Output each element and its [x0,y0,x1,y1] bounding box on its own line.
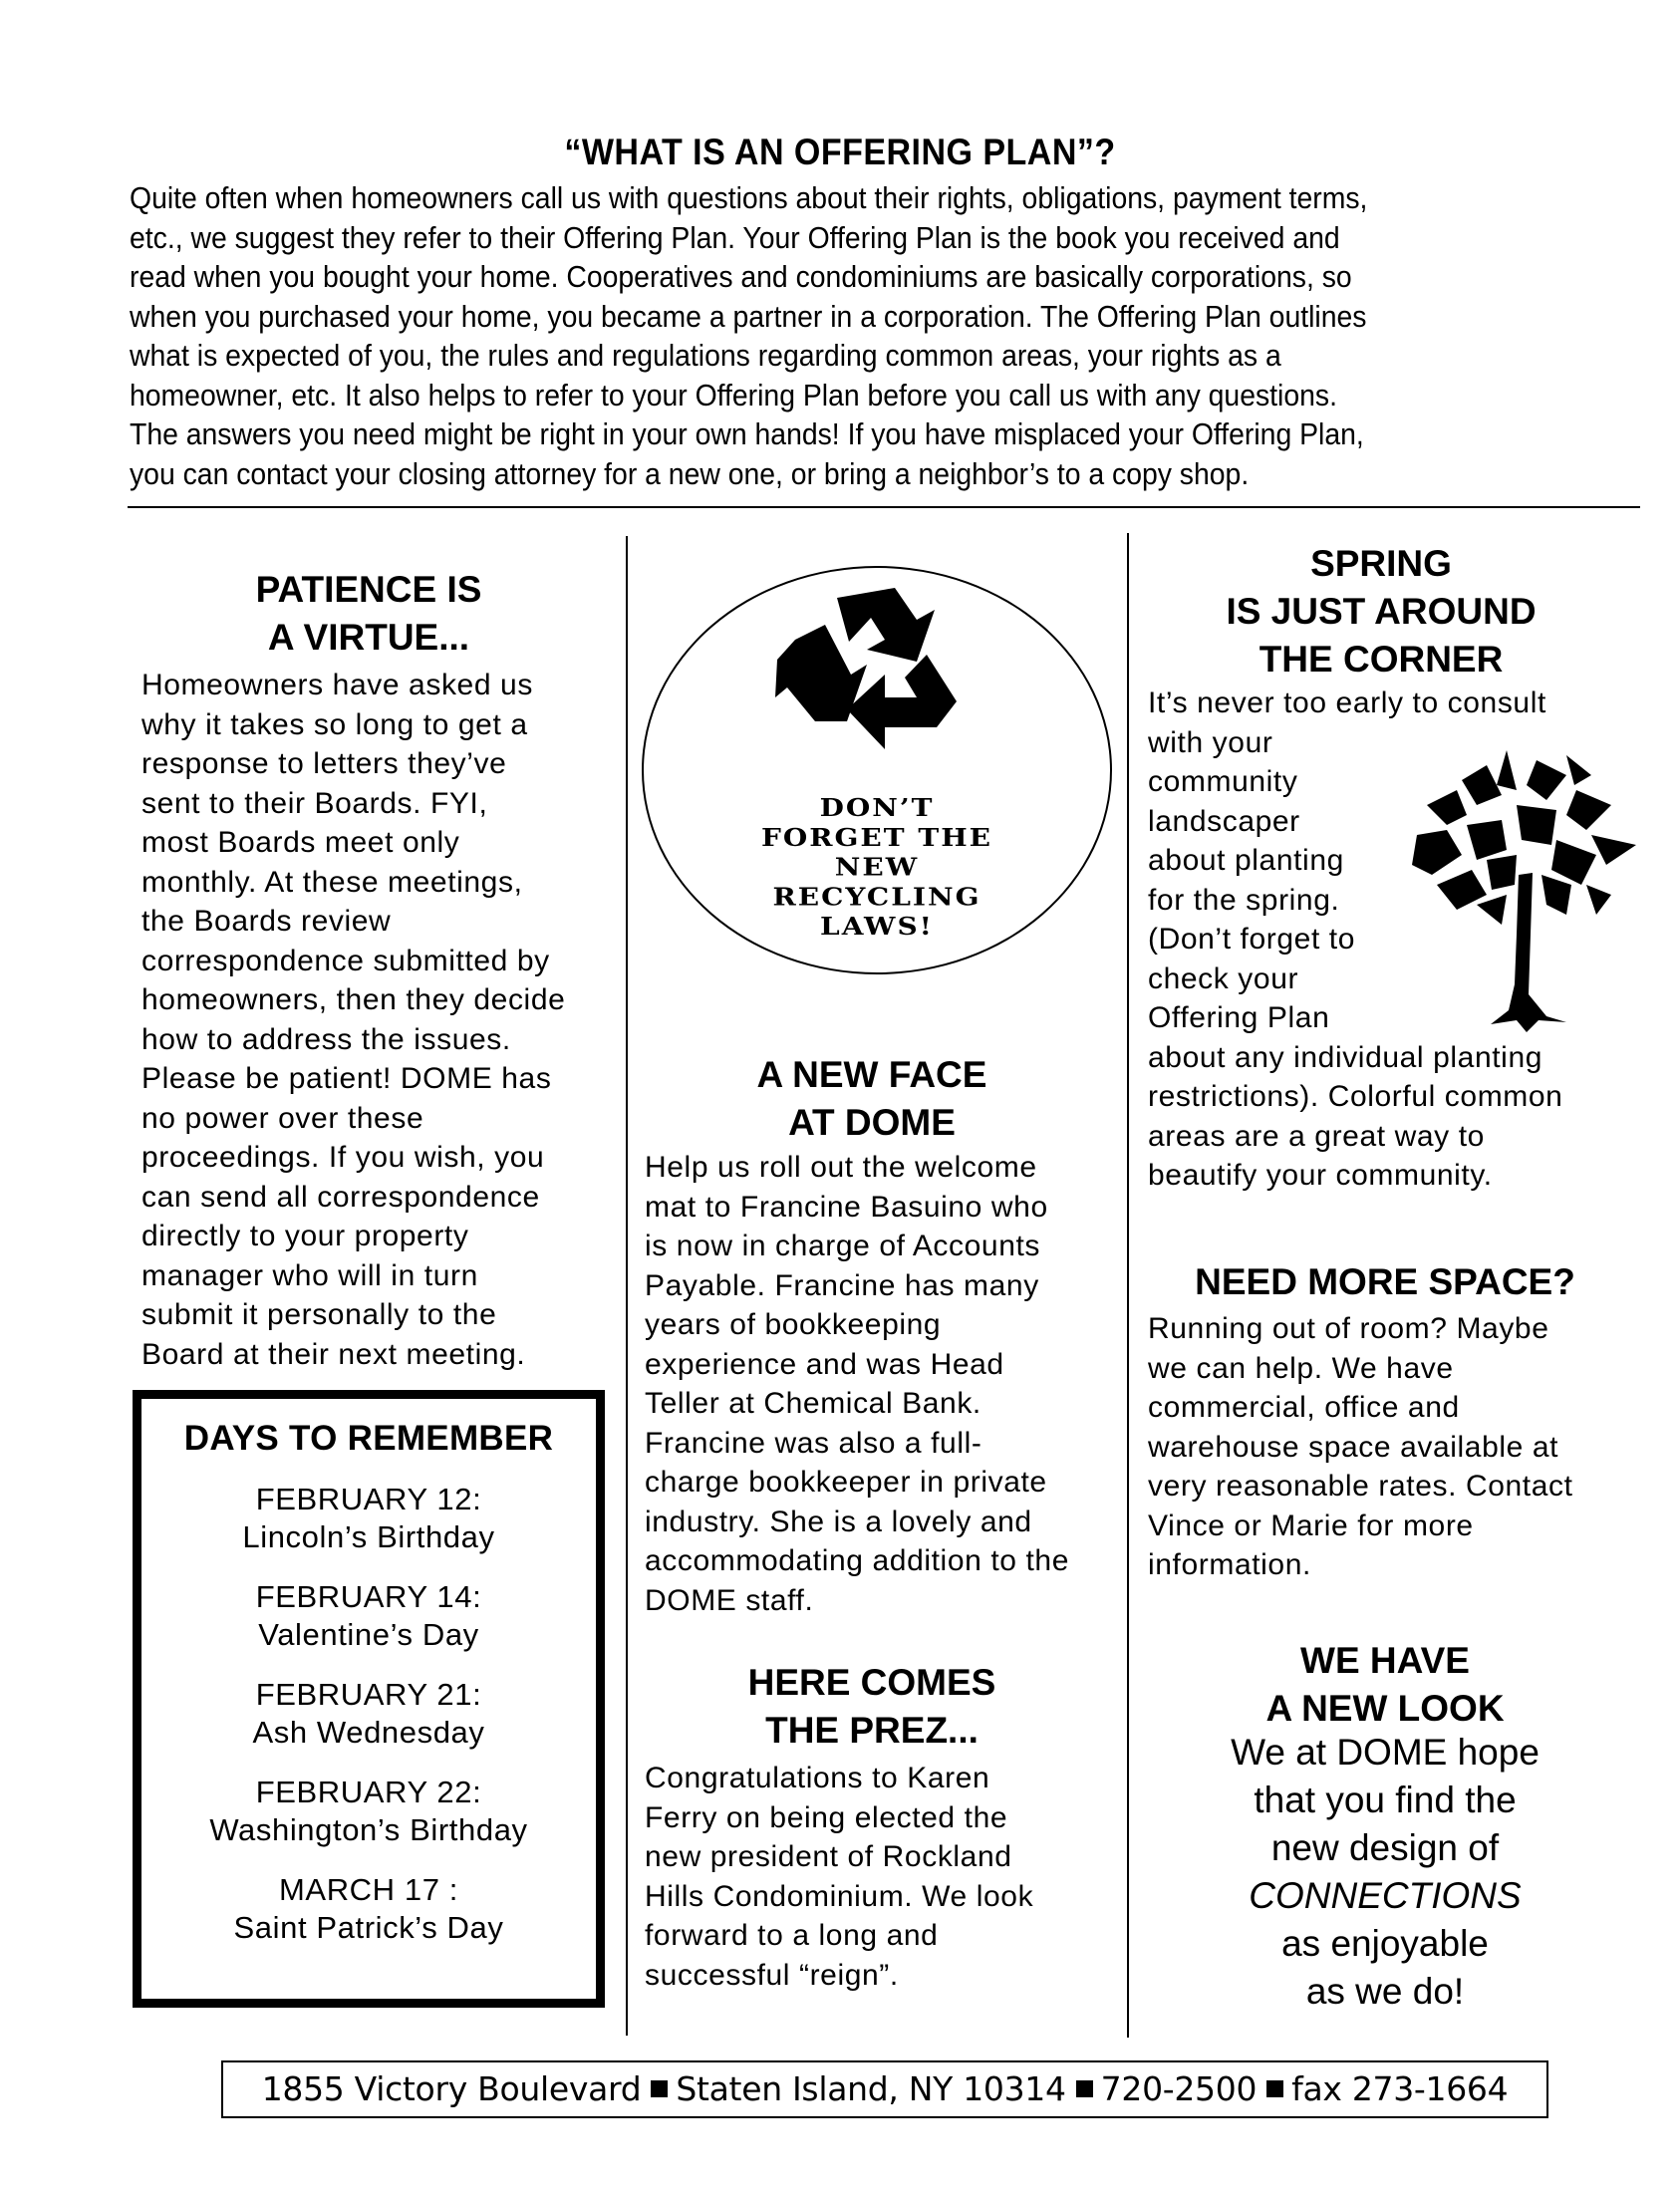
text-line: forward to a long and [645,1919,939,1952]
prez-body [645,1759,1033,1995]
day-item [141,1481,596,1556]
text-line: Francine was also a full- [645,1426,982,1460]
text-line: about any individual planting [1148,1040,1543,1074]
text-line: with your [1148,725,1273,759]
heading-line: HERE COMES [747,1662,996,1703]
patience-heading [140,566,598,662]
text-line: We at DOME hope [1231,1732,1540,1773]
text-line: Ferry on being elected the [645,1800,1008,1834]
prez-heading [638,1659,1106,1755]
address-footer [221,2060,1548,2118]
text-line: Payable. Francine has many [645,1268,1039,1302]
text-line: Running out of room? Maybe [1148,1312,1549,1345]
text-line: correspondence submitted by [141,944,550,977]
days-to-remember-title: DAYS TO REMEMBER [183,1419,554,1458]
recycling-line: FORGET THE [760,823,992,852]
text-line: Homeowners have asked us [141,669,533,701]
text-line: Teller at Chemical Bank. [645,1387,981,1420]
days-to-remember-box [133,1390,605,2008]
text-line: response to letters they’ve [141,747,507,780]
text-line: new president of Rockland [645,1840,1012,1873]
text-line: as we do! [1305,1971,1465,2012]
text-line: homeowners, then they decide [141,983,566,1016]
recycling-line: RECYCLING [772,883,981,912]
intro-line: homeowner, etc. It also helps to refer to your Offering Plan before you call us with any questions. [130,378,1337,412]
spring-heading [1132,540,1630,684]
text-line: monthly. At these meetings, [141,865,523,899]
text-line: restrictions). Colorful common [1148,1080,1563,1113]
text-line: charge bookkeeper in private [645,1466,1047,1499]
day-event: Valentine’s Day [258,1617,479,1652]
heading-line: A NEW LOOK [1265,1688,1505,1729]
intro-line: you can contact your closing attorney for a new one, or bring a neighbor’s to a copy shop. [130,456,1250,491]
text-line: community [1148,765,1298,798]
newsletter-name: CONNECTIONS [1249,1875,1522,1916]
text-line: how to address the issues. [141,1022,511,1056]
text-line: that you find the [1254,1780,1517,1820]
text-line: beautify your community. [1148,1159,1493,1192]
text-line: we can help. We have [1148,1351,1454,1385]
heading-line: SPRING [1310,543,1452,584]
text-line: successful “reign”. [645,1958,899,1992]
heading-line: A NEW FACE [756,1054,987,1095]
day-date: MARCH 17 : [279,1872,458,1907]
section-divider [128,506,1640,508]
text-line: proceedings. If you wish, you [141,1141,545,1174]
bullet-square-icon [1076,2080,1093,2097]
text-line: submit it personally to the [141,1298,497,1331]
intro-line: read when you bought your home. Cooperatives and condominiums are basically corporations, so [130,260,1352,294]
text-line: industry. She is a lovely and [645,1505,1032,1538]
text-line: is now in charge of Accounts [645,1230,1041,1262]
text-line: information. [1148,1548,1311,1581]
bullet-square-icon [651,2080,668,2097]
text-line: sent to their Boards. FYI, [141,786,488,820]
footer-address: 1855 Victory Boulevard [261,2069,642,2108]
day-event: Lincoln’s Birthday [242,1519,495,1554]
day-item [141,1578,596,1654]
offering-plan-body [130,179,1539,494]
text-line: mat to Francine Basuino who [645,1190,1048,1224]
text-line: accommodating addition to the [645,1544,1069,1577]
text-line: the Boards review [141,905,392,938]
text-line: Please be patient! DOME has [141,1062,552,1095]
footer-fax: fax 273-1664 [1291,2069,1509,2108]
text-line: years of bookkeeping [645,1308,942,1341]
heading-line: PATIENCE IS [255,569,482,610]
text-line: Help us roll out the welcome [645,1151,1037,1184]
new-look-heading [1126,1637,1644,1733]
intro-line: The answers you need might be right in your own hands! If you have misplaced your Offering Plan, [130,417,1364,451]
footer-phone: 720-2500 [1100,2069,1258,2108]
text-line: as enjoyable [1281,1923,1489,1964]
text-line: no power over these [141,1101,424,1135]
day-date: FEBRUARY 22: [255,1775,482,1809]
text-line: manager who will in turn [141,1258,478,1292]
heading-line: THE PREZ... [765,1710,979,1751]
new-face-body [645,1148,1069,1620]
text-line: Board at their next meeting. [141,1337,526,1371]
intro-line: Quite often when homeowners call us with questions about their rights, obligations, payment terms, [130,181,1368,215]
recycling-message [642,793,1112,942]
heading-line: IS JUST AROUND [1226,591,1537,632]
space-heading: NEED MORE SPACE? [1195,1261,1575,1302]
heading-line: AT DOME [788,1102,956,1143]
text-line: most Boards meet only [141,826,460,859]
text-line: for the spring. [1148,883,1340,917]
new-face-heading [638,1051,1106,1147]
text-line: Hills Condominium. We look [645,1879,1034,1913]
day-item [141,1676,596,1752]
text-line: new design of [1270,1827,1500,1868]
text-line: commercial, office and [1148,1391,1460,1424]
text-line: Offering Plan [1148,1001,1330,1034]
text-line: (Don’t forget to [1148,923,1356,956]
heading-line: THE CORNER [1259,639,1504,680]
day-event: Washington’s Birthday [209,1812,528,1847]
text-line: can send all correspondence [141,1180,540,1214]
day-event: Ash Wednesday [252,1715,485,1750]
intro-line: when you purchased your home, you became a partner in a corporation. The Offering Plan outlines [130,299,1367,334]
column-divider-left [626,536,628,2036]
text-line: directly to your property [141,1220,469,1252]
text-line: experience and was Head [645,1347,1004,1381]
text-line: Vince or Marie for more [1148,1508,1474,1542]
new-look-body [1126,1729,1644,2016]
text-line: why it takes so long to get a [141,707,528,741]
heading-line: WE HAVE [1300,1640,1470,1681]
text-line: DOME staff. [645,1583,814,1617]
day-item [141,1871,596,1947]
footer-city: Staten Island, NY 10314 [676,2069,1066,2108]
text-line: landscaper [1148,804,1300,838]
patience-body [141,666,565,1374]
intro-line: what is expected of you, the rules and regulations regarding common areas, your rights as a [130,339,1281,373]
day-date: FEBRUARY 12: [255,1482,482,1516]
day-item [141,1774,596,1849]
day-date: FEBRUARY 14: [255,1579,482,1614]
text-line: Congratulations to Karen [645,1762,990,1794]
text-line: warehouse space available at [1148,1430,1559,1464]
text-line: It’s never too early to consult [1148,686,1546,719]
bullet-square-icon [1266,2080,1283,2097]
text-line: very reasonable rates. Contact [1148,1470,1573,1503]
heading-line: A VIRTUE... [267,617,470,658]
recycling-line: NEW [834,853,920,882]
intro-line: etc., we suggest they refer to their Offering Plan. Your Offering Plan is the book you received and [130,220,1340,255]
text-line: about planting [1148,844,1344,877]
text-line: areas are a great way to [1148,1119,1485,1153]
text-line: check your [1148,961,1299,995]
space-body [1148,1309,1573,1585]
recycle-icon [767,580,977,754]
offering-plan-title: “WHAT IS AN OFFERING PLAN”? [564,132,1116,172]
day-date: FEBRUARY 21: [255,1677,482,1712]
day-event: Saint Patrick’s Day [233,1910,504,1945]
tree-icon [1407,745,1638,1032]
recycling-line: LAWS! [820,912,934,942]
recycling-line: DON’T [819,793,935,823]
